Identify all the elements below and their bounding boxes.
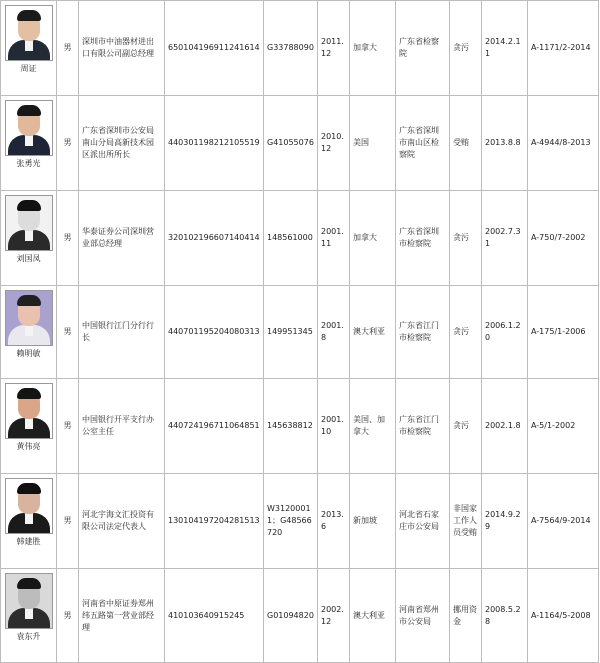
- notice-number-cell: A-5/1-2002: [528, 379, 599, 474]
- table-row: [1, 191, 599, 286]
- flee-date-cell: 2001.8: [318, 286, 350, 379]
- photo-cell: [1, 474, 57, 569]
- person-name: 韩建胜: [16, 537, 41, 546]
- person-name: 张勇光: [16, 159, 41, 168]
- agency-cell: 河南省郑州市公安局: [396, 569, 450, 663]
- charge-cell: 非国家工作人员受贿: [450, 474, 482, 569]
- person-name: 袁东升: [16, 632, 41, 641]
- id-number-cell: 320102196607140414: [165, 191, 264, 286]
- flee-date-cell: 2001.11: [318, 191, 350, 286]
- position-cell: 中国银行江门分行行长: [79, 286, 165, 379]
- gender-cell: 男: [57, 569, 79, 663]
- table-row: [1, 96, 599, 191]
- agency-cell: 广东省深圳市检察院: [396, 191, 450, 286]
- table-row: [1, 286, 599, 379]
- photo-cell: [1, 379, 57, 474]
- gender-cell: 男: [57, 1, 79, 96]
- notice-number-cell: A-7564/9-2014: [528, 474, 599, 569]
- portrait-photo: [5, 100, 53, 156]
- notice-date-cell: 2014.2.11: [482, 1, 528, 96]
- notice-date-cell: 2006.1.20: [482, 286, 528, 379]
- id-number-cell: 440301198212105519: [165, 96, 264, 191]
- flee-date-cell: 2013.6: [318, 474, 350, 569]
- id-number-cell: 440701195204080313: [165, 286, 264, 379]
- agency-cell: 广东省检察院: [396, 1, 450, 96]
- agency-cell: 河北省石家庄市公安局: [396, 474, 450, 569]
- passport-cell: G41055076: [264, 96, 318, 191]
- destination-country-cell: 澳大利亚: [350, 569, 396, 663]
- destination-country-cell: 加拿大: [350, 191, 396, 286]
- notice-number-cell: A-4944/8-2013: [528, 96, 599, 191]
- portrait-photo: [5, 573, 53, 629]
- table-row: [1, 474, 599, 569]
- photo-cell: [1, 286, 57, 379]
- notice-number-cell: A-1164/5-2008: [528, 569, 599, 663]
- notice-number-cell: A-175/1-2006: [528, 286, 599, 379]
- agency-cell: 广东省深圳市南山区检察院: [396, 96, 450, 191]
- destination-country-cell: 美国、加拿大: [350, 379, 396, 474]
- passport-cell: W31200011；G48566720: [264, 474, 318, 569]
- table-body: [1, 1, 599, 663]
- flee-date-cell: 2010.12: [318, 96, 350, 191]
- portrait-photo: [5, 290, 53, 346]
- flee-date-cell: 2002.12: [318, 569, 350, 663]
- gender-cell: 男: [57, 379, 79, 474]
- portrait-photo: [5, 5, 53, 61]
- charge-cell: 受贿: [450, 96, 482, 191]
- agency-cell: 广东省江门市检察院: [396, 286, 450, 379]
- person-name: 刘国凤: [16, 254, 41, 263]
- notice-number-cell: A-750/7-2002: [528, 191, 599, 286]
- gender-cell: 男: [57, 474, 79, 569]
- passport-cell: G01094820: [264, 569, 318, 663]
- notice-date-cell: 2013.8.8: [482, 96, 528, 191]
- notice-date-cell: 2008.5.28: [482, 569, 528, 663]
- photo-cell: [1, 1, 57, 96]
- position-cell: 中国银行开平支行办公室主任: [79, 379, 165, 474]
- notice-date-cell: 2002.7.31: [482, 191, 528, 286]
- notice-date-cell: 2014.9.29: [482, 474, 528, 569]
- charge-cell: 挪用资金: [450, 569, 482, 663]
- passport-cell: 149951345: [264, 286, 318, 379]
- photo-cell: [1, 191, 57, 286]
- charge-cell: 贪污: [450, 379, 482, 474]
- charge-cell: 贪污: [450, 191, 482, 286]
- person-name: 赖明敏: [16, 349, 41, 358]
- destination-country-cell: 加拿大: [350, 1, 396, 96]
- id-number-cell: 130104197204281513: [165, 474, 264, 569]
- table-row: [1, 1, 599, 96]
- flee-date-cell: 2001.10: [318, 379, 350, 474]
- passport-cell: 145638812: [264, 379, 318, 474]
- person-name: 黄伟亮: [16, 442, 41, 451]
- photo-cell: [1, 569, 57, 663]
- photo-cell: [1, 96, 57, 191]
- passport-cell: G33788090: [264, 1, 318, 96]
- notice-date-cell: 2002.1.8: [482, 379, 528, 474]
- gender-cell: 男: [57, 191, 79, 286]
- position-cell: 广东省深圳市公安局南山分局高新技术园区派出所所长: [79, 96, 165, 191]
- gender-cell: 男: [57, 96, 79, 191]
- id-number-cell: 650104196911241614: [165, 1, 264, 96]
- table-row: [1, 379, 599, 474]
- portrait-photo: [5, 383, 53, 439]
- id-number-cell: 410103640915245: [165, 569, 264, 663]
- destination-country-cell: 澳大利亚: [350, 286, 396, 379]
- portrait-photo: [5, 478, 53, 534]
- agency-cell: 广东省江门市检察院: [396, 379, 450, 474]
- passport-cell: 148561000: [264, 191, 318, 286]
- destination-country-cell: 新加坡: [350, 474, 396, 569]
- table-row: [1, 569, 599, 663]
- id-number-cell: 440724196711064851: [165, 379, 264, 474]
- position-cell: 华泰证券公司深圳营业部总经理: [79, 191, 165, 286]
- charge-cell: 贪污: [450, 1, 482, 96]
- flee-date-cell: 2011.12: [318, 1, 350, 96]
- person-name: 周证: [20, 64, 37, 73]
- charge-cell: 贪污: [450, 286, 482, 379]
- notice-number-cell: A-1171/2-2014: [528, 1, 599, 96]
- gender-cell: 男: [57, 286, 79, 379]
- portrait-photo: [5, 195, 53, 251]
- position-cell: 河南省中原证券郑州纬五路第一营业部经理: [79, 569, 165, 663]
- position-cell: 深圳市中油器材进出口有限公司副总经理: [79, 1, 165, 96]
- destination-country-cell: 美国: [350, 96, 396, 191]
- position-cell: 河北宇海文汇投资有限公司法定代表人: [79, 474, 165, 569]
